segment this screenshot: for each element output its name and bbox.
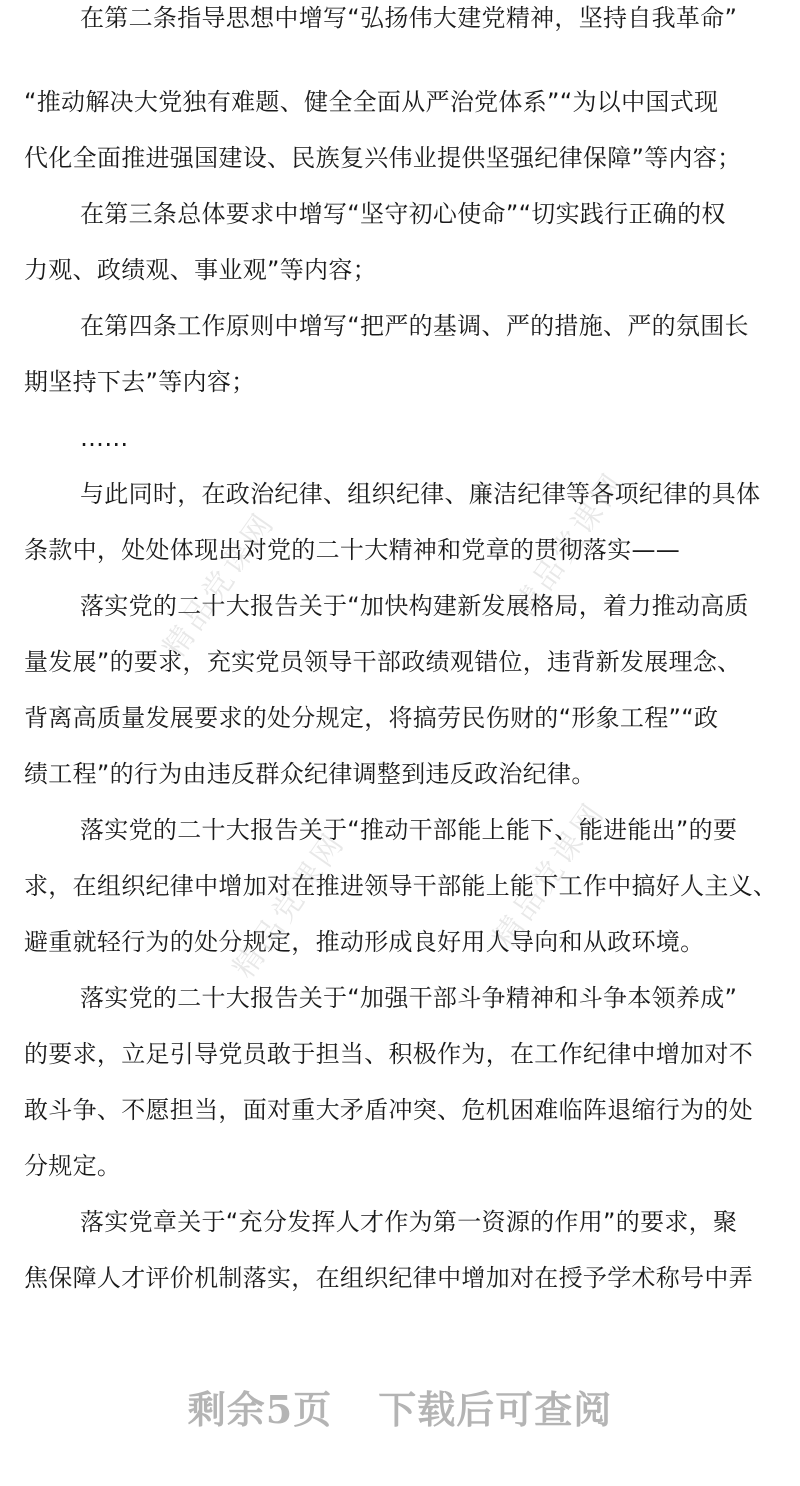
text-line: 落实党的二十大报告关于“推动干部能上能下、能进能出”的要 (80, 816, 738, 844)
text-line: 条款中，处处体现出对党的二十大精神和党章的贯彻落实—— (24, 536, 681, 564)
text-line: 落实党章关于“充分发挥人才作为第一资源的作用”的要求，聚 (80, 1208, 738, 1236)
text-line: 力观、政绩观、事业观”等内容； (24, 256, 377, 284)
text-line: 在第三条总体要求中增写“坚守初心使命”“切实践行正确的权 (80, 200, 726, 228)
text-line: 避重就轻行为的处分规定，推动形成良好用人导向和从政环境。 (24, 928, 705, 956)
text-line: 背离高质量发展要求的处分规定，将搞劳民伤财的“形象工程”“政 (24, 704, 719, 732)
text-line: 的要求，立足引导党员敢于担当、积极作为，在工作纪律中增加对不 (24, 1040, 753, 1068)
text-line: 求，在组织纪律中增加对在推进领导干部能上能下工作中搞好人主义、 (24, 872, 778, 900)
text-line: 量发展”的要求，充实党员领导干部政绩观错位，违背新发展理念、 (24, 648, 742, 676)
watermark: 精品党课网 (486, 795, 613, 955)
text-line: 与此同时，在政治纪律、组织纪律、廉洁纪律等各项纪律的具体 (80, 480, 761, 508)
remaining-pages-label: 剩余5页 (187, 1387, 333, 1432)
text-line: 焦保障人才评价机制落实，在组织纪律中增加对在授予学术称号中弄 (24, 1264, 753, 1292)
watermark: 精品党课网 (156, 505, 283, 665)
text-line: 代化全面推进强国建设、民族复兴伟业提供坚强纪律保障”等内容； (24, 144, 742, 172)
text-line: 绩工程”的行为由违反群众纪律调整到违反政治纪律。 (24, 760, 596, 788)
text-line: 落实党的二十大报告关于“加强干部斗争精神和斗争本领养成” (80, 984, 738, 1012)
text-line: 落实党的二十大报告关于“加快构建新发展格局，着力推动高质 (80, 592, 749, 620)
text-line: 敢斗争、不愿担当，面对重大矛盾冲突、危机困难临阵退缩行为的处 (24, 1096, 753, 1124)
download-banner[interactable] (0, 1388, 800, 1432)
download-hint-label: 下载后可查阅 (378, 1387, 613, 1432)
text-line: 期坚持下去”等内容； (24, 368, 256, 396)
watermark: 精品党课网 (226, 825, 353, 985)
text-line: 在第四条工作原则中增写“把严的基调、严的措施、严的氛围长 (80, 312, 749, 340)
text-line: 在第二条指导思想中增写“弘扬伟大建党精神，坚持自我革命” (80, 4, 738, 32)
watermark: 精品党课网 (506, 465, 633, 625)
text-line: “推动解决大党独有难题、健全全面从严治党体系”“为以中国式现 (24, 88, 719, 116)
text-line: …… (80, 424, 129, 452)
text-line: 分规定。 (24, 1152, 122, 1180)
